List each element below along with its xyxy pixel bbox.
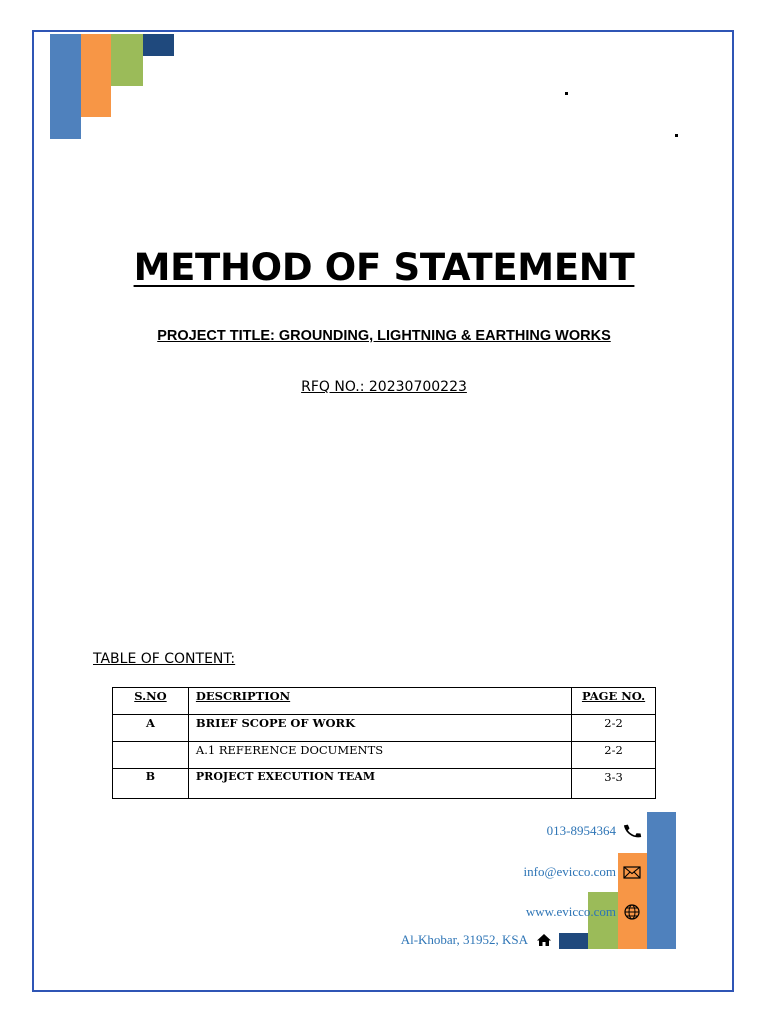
column-header-sno: S.NO <box>113 688 189 715</box>
document-title: METHOD OF STATEMENT <box>133 246 635 289</box>
column-header-description: DESCRIPTION <box>188 688 571 715</box>
row-page: 3-3 <box>572 769 656 799</box>
envelope-icon <box>622 863 642 881</box>
row-page: 2-2 <box>572 742 656 769</box>
row-page: 2-2 <box>572 715 656 742</box>
row-sno: A <box>113 715 189 742</box>
dot-mark <box>565 92 568 95</box>
row-sno: B <box>113 769 189 799</box>
bar-green <box>111 34 143 86</box>
row-description: PROJECT EXECUTION TEAM <box>188 769 571 799</box>
home-icon <box>534 931 554 949</box>
row-description: BRIEF SCOPE OF WORK <box>188 715 571 742</box>
toc-table <box>112 687 656 799</box>
bar-navy <box>143 34 174 56</box>
globe-icon <box>622 903 642 921</box>
phone-icon <box>622 822 642 840</box>
row-sno <box>113 742 189 769</box>
dot-mark <box>675 134 678 137</box>
table-row <box>113 742 656 769</box>
toc-header-row <box>113 688 656 715</box>
phone-number: 013-8954364 <box>546 823 616 838</box>
address-text: Al-Khobar, 31952, KSA <box>400 932 528 947</box>
bar-navy <box>559 933 588 949</box>
contact-email <box>524 863 642 881</box>
toc-heading: TABLE OF CONTENT: <box>93 651 236 667</box>
column-header-page: PAGE NO. <box>572 688 656 715</box>
bar-orange <box>81 34 111 117</box>
table-row <box>113 715 656 742</box>
contact-phone <box>547 822 642 840</box>
email-address: info@evicco.com <box>523 864 616 879</box>
row-description: A.1 REFERENCE DOCUMENTS <box>188 742 571 769</box>
contact-website <box>526 903 642 921</box>
website-url: www.evicco.com <box>525 904 616 919</box>
project-title: PROJECT TITLE: GROUNDING, LIGHTNING & EARTHING WORKS <box>157 328 611 344</box>
table-row <box>113 769 656 799</box>
bar-blue <box>647 812 676 949</box>
rfq-number: RFQ NO.: 20230700223 <box>301 379 467 395</box>
bar-blue <box>50 34 81 139</box>
page-border <box>32 30 734 992</box>
contact-address <box>401 931 554 949</box>
